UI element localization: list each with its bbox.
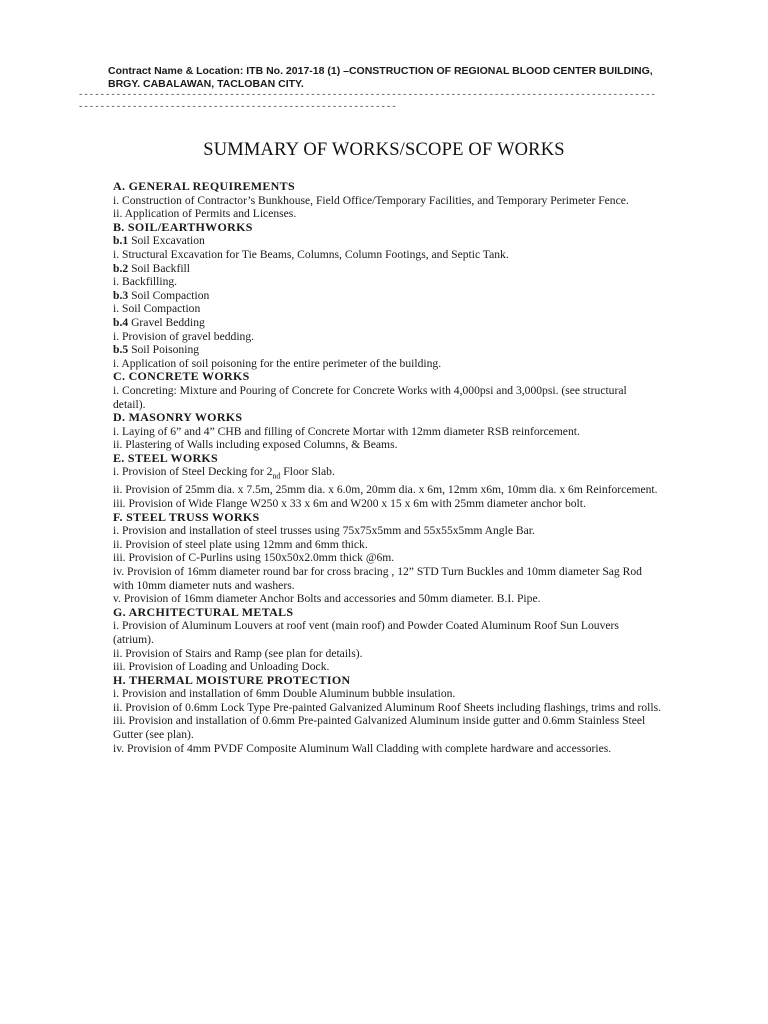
section-heading: F. STEEL TRUSS WORKS (113, 509, 260, 524)
subsection-code: b.5 (113, 343, 129, 357)
list-item: ii. Provision of Stairs and Ramp (see plan for details). (113, 646, 363, 660)
subsection-heading (113, 262, 661, 276)
section-heading: B. SOIL/EARTHWORKS (113, 219, 253, 234)
list-item: i. Structural Excavation for Tie Beams, Columns, Column Footings, and Septic Tank. (113, 247, 509, 261)
subsection-heading (113, 289, 661, 303)
section-architectural-metals (113, 606, 661, 674)
list-item (113, 465, 661, 483)
list-item: ii. Application of Permits and Licenses. (113, 207, 297, 221)
subsection-label: Soil Compaction (131, 288, 210, 302)
subsection-label: Gravel Bedding (131, 315, 205, 329)
list-item: i. Provision and installation of steel trusses using 75x75x5mm and 55x55x5mm Angle Bar. (113, 524, 535, 538)
list-item: iii. Provision of Wide Flange W250 x 33 x 6m and W200 x 15 x 6m with 25mm diameter anchor bolt. (113, 496, 586, 510)
section-concrete-works (113, 370, 661, 411)
section-masonry-works (113, 411, 661, 452)
list-item: iii. Provision of Loading and Unloading Dock. (113, 660, 330, 674)
list-item: i. Construction of Contractor’s Bunkhouse, Field Office/Temporary Facilities, and Temporary Perimeter Fence. (113, 193, 629, 207)
ordinal-suffix: nd (272, 471, 281, 481)
subsection-code: b.2 (113, 261, 129, 275)
subsection-heading (113, 343, 661, 357)
list-item: i. Laying of 6” and 4” CHB and filling of Concrete Mortar with 12mm diameter RSB reinforcement. (113, 424, 580, 438)
list-item: iv. Provision of 4mm PVDF Composite Aluminum Wall Cladding with complete hardware and accessories. (113, 741, 612, 755)
list-item: ii. Provision of steel plate using 12mm and 6mm thick. (113, 537, 368, 551)
section-heading: H. THERMAL MOISTURE PROTECTION (113, 672, 351, 687)
subsection-code: b.3 (113, 288, 129, 302)
list-item: i. Provision of gravel bedding. (113, 329, 255, 343)
contract-name-location: Contract Name & Location: ITB No. 2017-18 (1) –CONSTRUCTION OF REGIONAL BLOOD CENTER BUILDING, BRGY. CABALAWAN, TACLOBAN CITY. (108, 65, 653, 90)
subsection-code: b.4 (113, 315, 129, 329)
section-heading: G. ARCHITECTURAL METALS (113, 604, 294, 619)
list-item: i. Provision of Aluminum Louvers at roof vent (main roof) and Powder Coated Aluminum Roof Sun Louvers (atrium). (113, 619, 619, 646)
section-steel-works (113, 452, 661, 511)
subsection-label: Soil Poisoning (131, 343, 200, 357)
list-item: ii. Plastering of Walls including exposed Columns, & Beams. (113, 438, 398, 452)
list-item: i. Provision and installation of 6mm Double Aluminum bubble insulation. (113, 687, 456, 701)
list-item: i. Soil Compaction (113, 302, 201, 316)
scope-of-works-body (113, 180, 661, 755)
subsection-label: Soil Backfill (131, 261, 190, 275)
list-item: i. Application of soil poisoning for the entire perimeter of the building. (113, 356, 442, 370)
list-item-text: Floor Slab. (280, 465, 335, 479)
list-item: iii. Provision and installation of 0.6mm Pre-painted Galvanized Aluminum inside gutter and 0.6mm Stainless Steel Gutter (see plan). (113, 714, 646, 742)
section-general-requirements (113, 180, 661, 221)
document-title: SUMMARY OF WORKS/SCOPE OF WORKS (203, 140, 565, 160)
subsection-label: Soil Excavation (131, 234, 205, 248)
section-heading: A. GENERAL REQUIREMENTS (113, 179, 295, 193)
list-item: v. Provision of 16mm diameter Anchor Bolts and accessories and 50mm diameter. B.I. Pipe. (113, 592, 541, 606)
list-item: ii. Provision of 0.6mm Lock Type Pre-painted Galvanized Aluminum Roof Sheets including flashings, trims and rolls. (113, 700, 662, 714)
list-item: ii. Provision of 25mm dia. x 7.5m, 25mm dia. x 6.0m, 20mm dia. x 6m, 12mm x6m, 10mm dia. x 6m Reinforcement. (113, 483, 658, 497)
subsection-heading (113, 316, 661, 330)
section-soil-earthworks (113, 221, 661, 371)
list-item: iv. Provision of 16mm diameter round bar for cross bracing , 12” STD Turn Buckles and 10mm diameter Sag Rod with 10mm diameter nuts and washers. (113, 564, 642, 592)
section-thermal-moisture-protection (113, 674, 661, 756)
list-item-text: i. Provision of Steel Decking for 2 (113, 465, 273, 479)
list-item: i. Concreting: Mixture and Pouring of Concrete for Concrete Works with 4,000psi and 3,000psi. (see structural detail). (113, 383, 627, 411)
subsection-heading (113, 234, 661, 248)
subsection-code: b.1 (113, 234, 129, 248)
list-item: i. Backfilling. (113, 275, 178, 289)
separator-dashes: ---------------------------------------------------------------------------------------------------------------------------------------------------------------------- (78, 90, 656, 112)
list-item: iii. Provision of C-Purlins using 150x50x2.0mm thick @6m. (113, 551, 395, 565)
section-heading: C. CONCRETE WORKS (113, 369, 250, 384)
section-steel-truss-works (113, 511, 661, 606)
section-heading: E. STEEL WORKS (113, 450, 219, 465)
section-heading: D. MASONRY WORKS (113, 410, 243, 425)
